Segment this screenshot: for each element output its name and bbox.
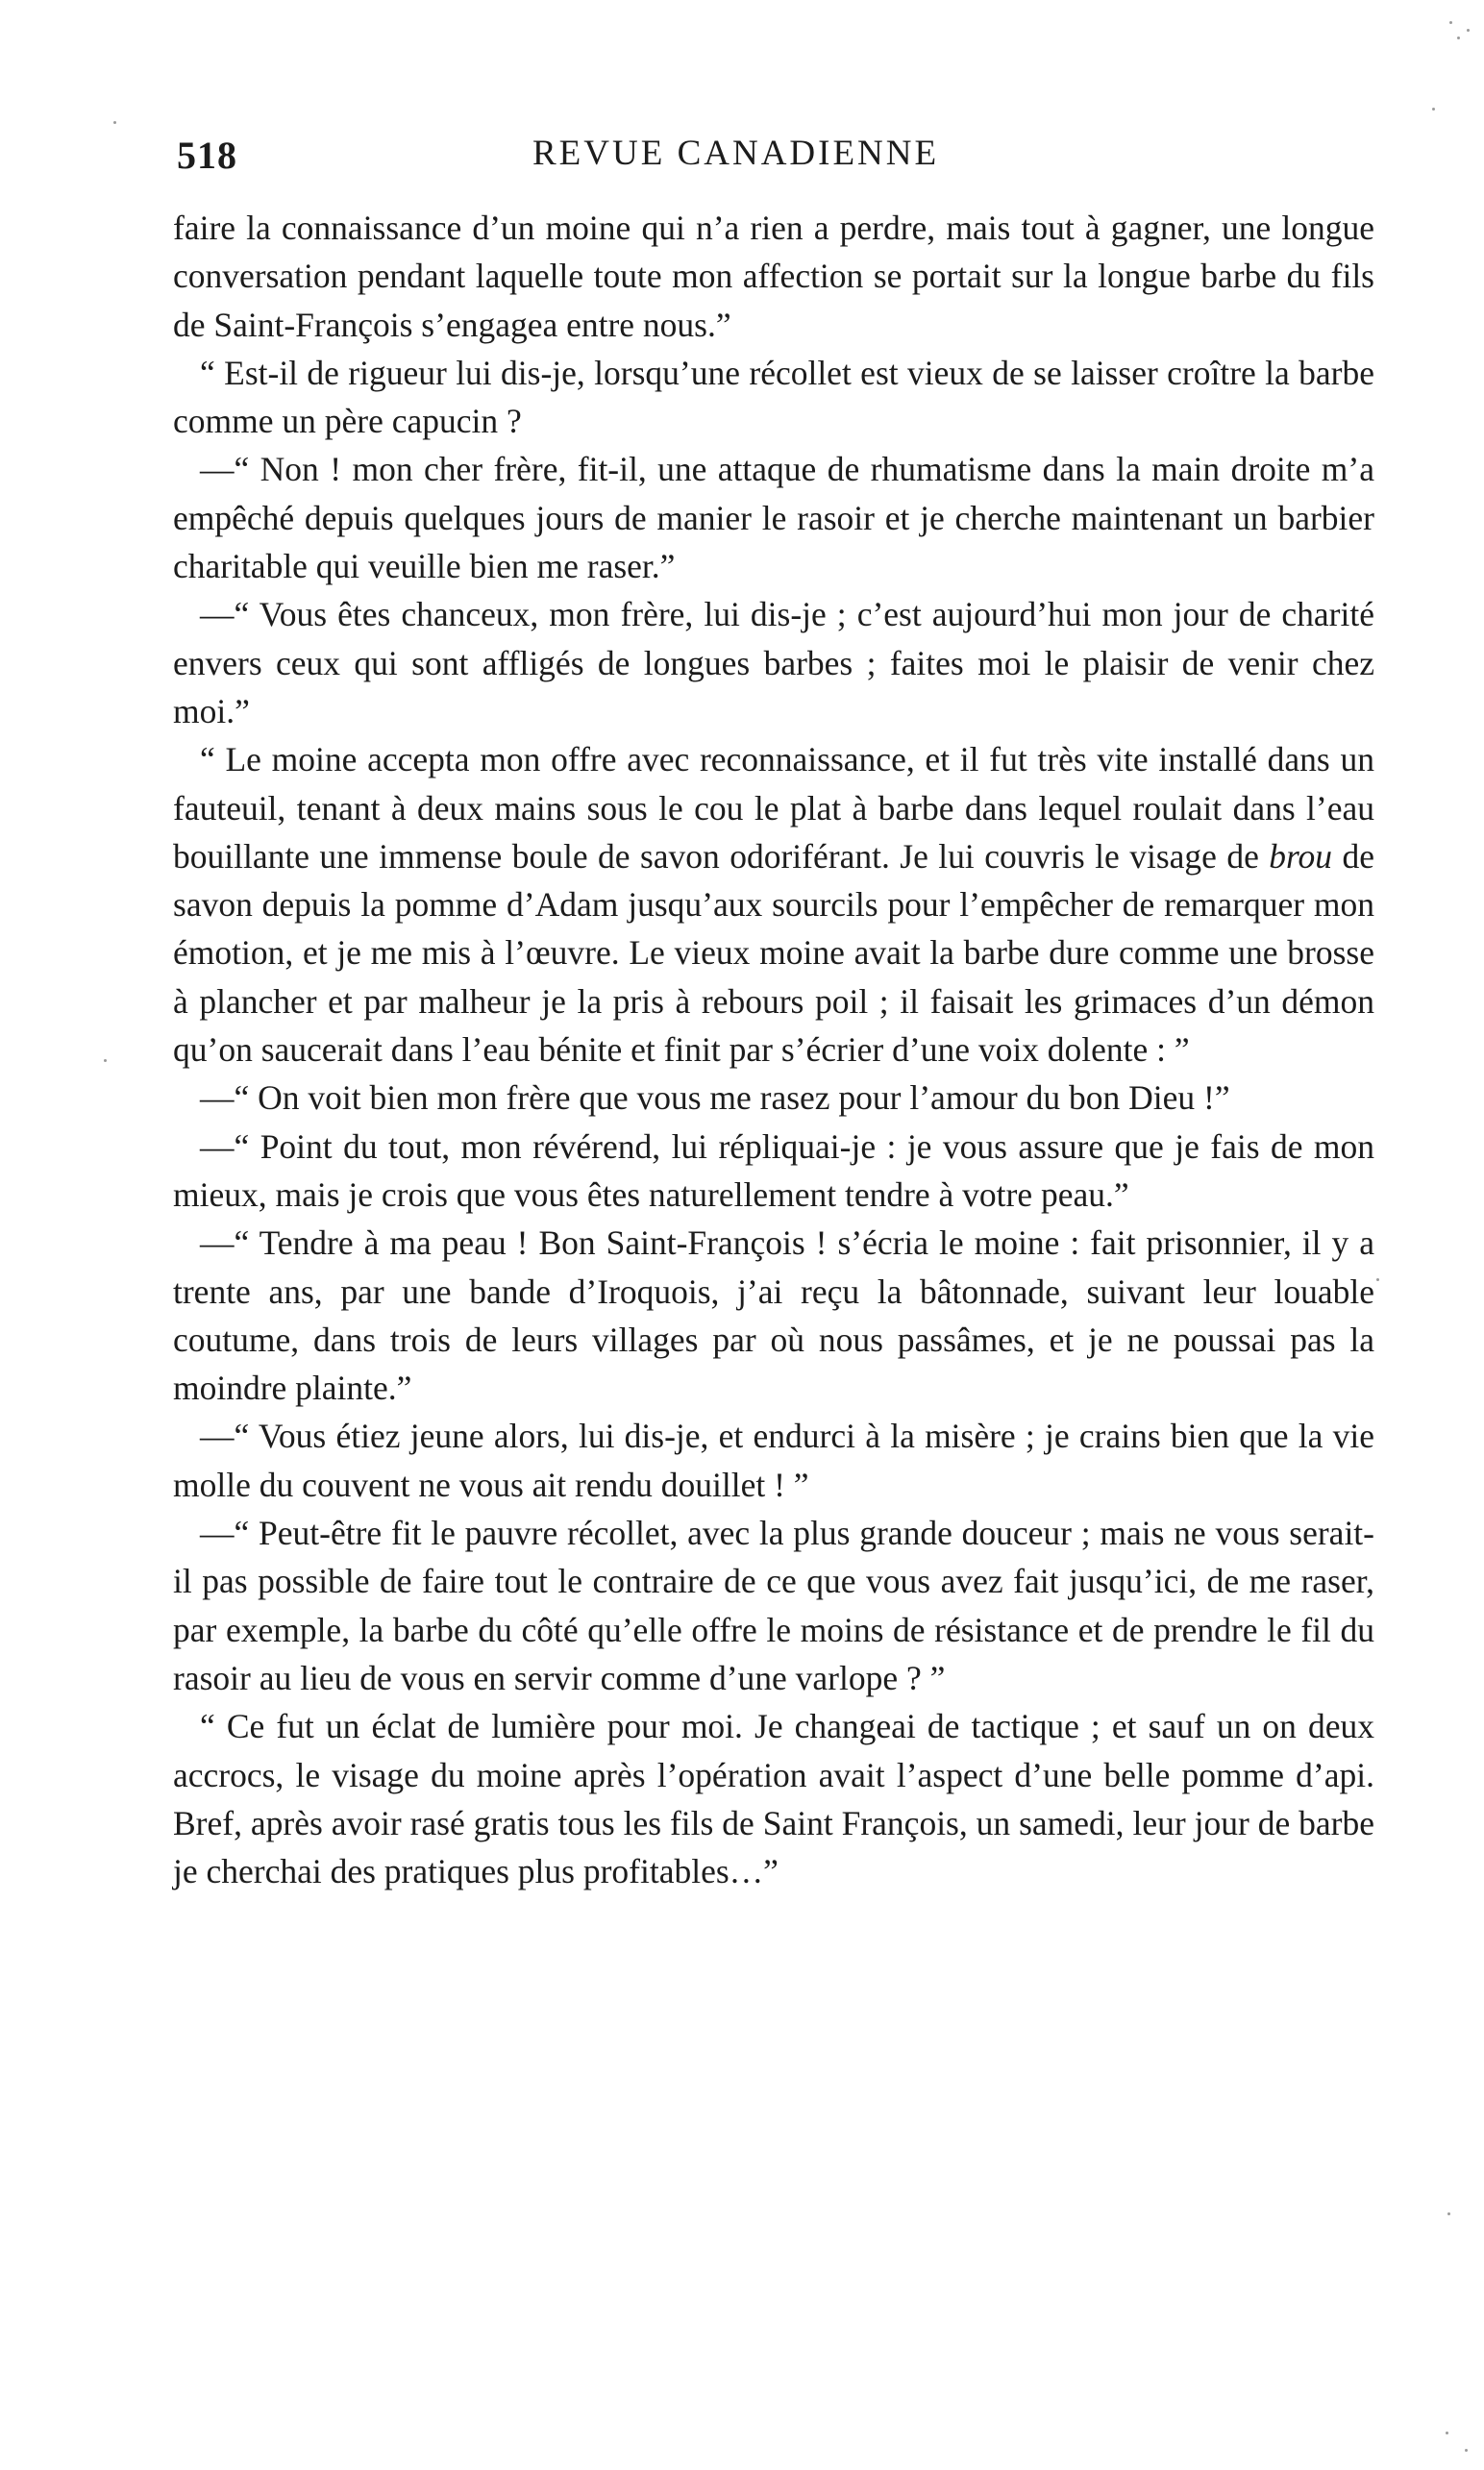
paragraph-varlope: —“ Peut-être fit le pauvre récollet, avec la plus grande douceur ; mais ne vous serait-il pas possible de faire tout le contraire de ce que vous avez fait jusqu’ici, de me raser, par exemple, la barbe du côté qu’elle offre le moins de résistance et de prendre le fil du rasoir au lieu de vous en servir comme d’une varlope ? ”	[173, 1514, 1374, 1697]
paragraph-shaving-narrative	[173, 735, 1374, 1074]
paragraph-reply-rhumatisme: —“ Non ! mon cher frère, fit-il, une attaque de rhumatisme dans la main droite m’a empêché depuis quelques jours de manier le rasoir et je cherche maintenant un barbier charitable qui veuille bien me raser.”	[173, 450, 1374, 586]
paragraph-iroquois: —“ Tendre à ma peau ! Bon Saint-François ! s’écria le moine : fait prisonnier, il y a trente ans, par une bande d’Iroquois, j’ai reçu la bâtonnade, suivant leur louable coutume, dans trois de leurs villages par où nous passâmes, et je ne poussai pas la moindre plainte.”	[173, 1223, 1374, 1408]
paragraph-vie-molle: —“ Vous étiez jeune alors, lui dis-je, et endurci à la misère ; je crains bien que la vie molle du couvent ne vous ait rendu douillet ! ”	[173, 1417, 1374, 1504]
body-text	[173, 204, 1374, 1895]
paragraph-shaving-text-b: de savon depuis la pomme d’Adam jusqu’aux sourcils pour l’empêcher de remarquer mon émotion, et je me mis à l’œuvre. Le vieux moine avait la barbe dure comme une brosse à plancher et par malheur je la pris à rebours poil ; il faisait les grimaces d’un démon qu’on saucerait dans l’eau bénite et finit par s’écrier d’une voix dolente : ”	[173, 836, 1374, 1070]
paragraph-offer-charity: —“ Vous êtes chanceux, mon frère, lui dis-je ; c’est aujourd’hui mon jour de charité envers ceux qui sont affligés de longues barbes ; faites moi le plaisir de venir chez moi.”	[173, 595, 1374, 730]
paragraph-question-capucin: “ Est-il de rigueur lui dis-je, lorsqu’une récollet est vieux de se laisser croître la barbe comme un père capucin ?	[173, 353, 1374, 441]
paragraph-continuation: faire la connaissance d’un moine qui n’a rien a perdre, mais tout à gagner, une longue conversation pendant laquelle toute mon affection se portait sur la longue barbe du fils de Saint-François s’engagea entre nous.”	[173, 209, 1374, 344]
italic-word-brou: brou	[1269, 836, 1333, 876]
running-head	[173, 125, 1374, 183]
paragraph-shaving-text-a: “ Le moine accepta mon offre avec reconnaissance, et il fut très vite installé dans un fauteuil, tenant à deux mains sous le cou le plat à barbe dans lequel roulait dans l’eau bouillante une immense boule de savon odoriférant. Je lui couvris le visage de	[173, 740, 1374, 876]
paragraph-tendre-peau: —“ Point du tout, mon révérend, lui répliquai-je : je vous assure que je fais de mon mieux, mais je crois que vous êtes naturellement tendre à votre peau.”	[173, 1126, 1374, 1214]
page-number: 518	[177, 134, 237, 177]
paragraph-amour-du-bon-dieu: —“ On voit bien mon frère que vous me rasez pour l’amour du bon Dieu !”	[200, 1078, 1230, 1118]
paragraph-eclat-lumiere: “ Ce fut un éclat de lumière pour moi. Je changeai de tactique ; et sauf un on deux accrocs, le visage du moine après l’opération avait l’aspect d’une belle pomme d’api. Bref, après avoir rasé gratis tous les fils de Saint François, un samedi, leur jour de barbe je cherchai des pratiques plus profitables…”	[173, 1707, 1374, 1891]
book-page	[173, 125, 1374, 1895]
journal-title: REVUE CANADIENNE	[532, 134, 940, 173]
